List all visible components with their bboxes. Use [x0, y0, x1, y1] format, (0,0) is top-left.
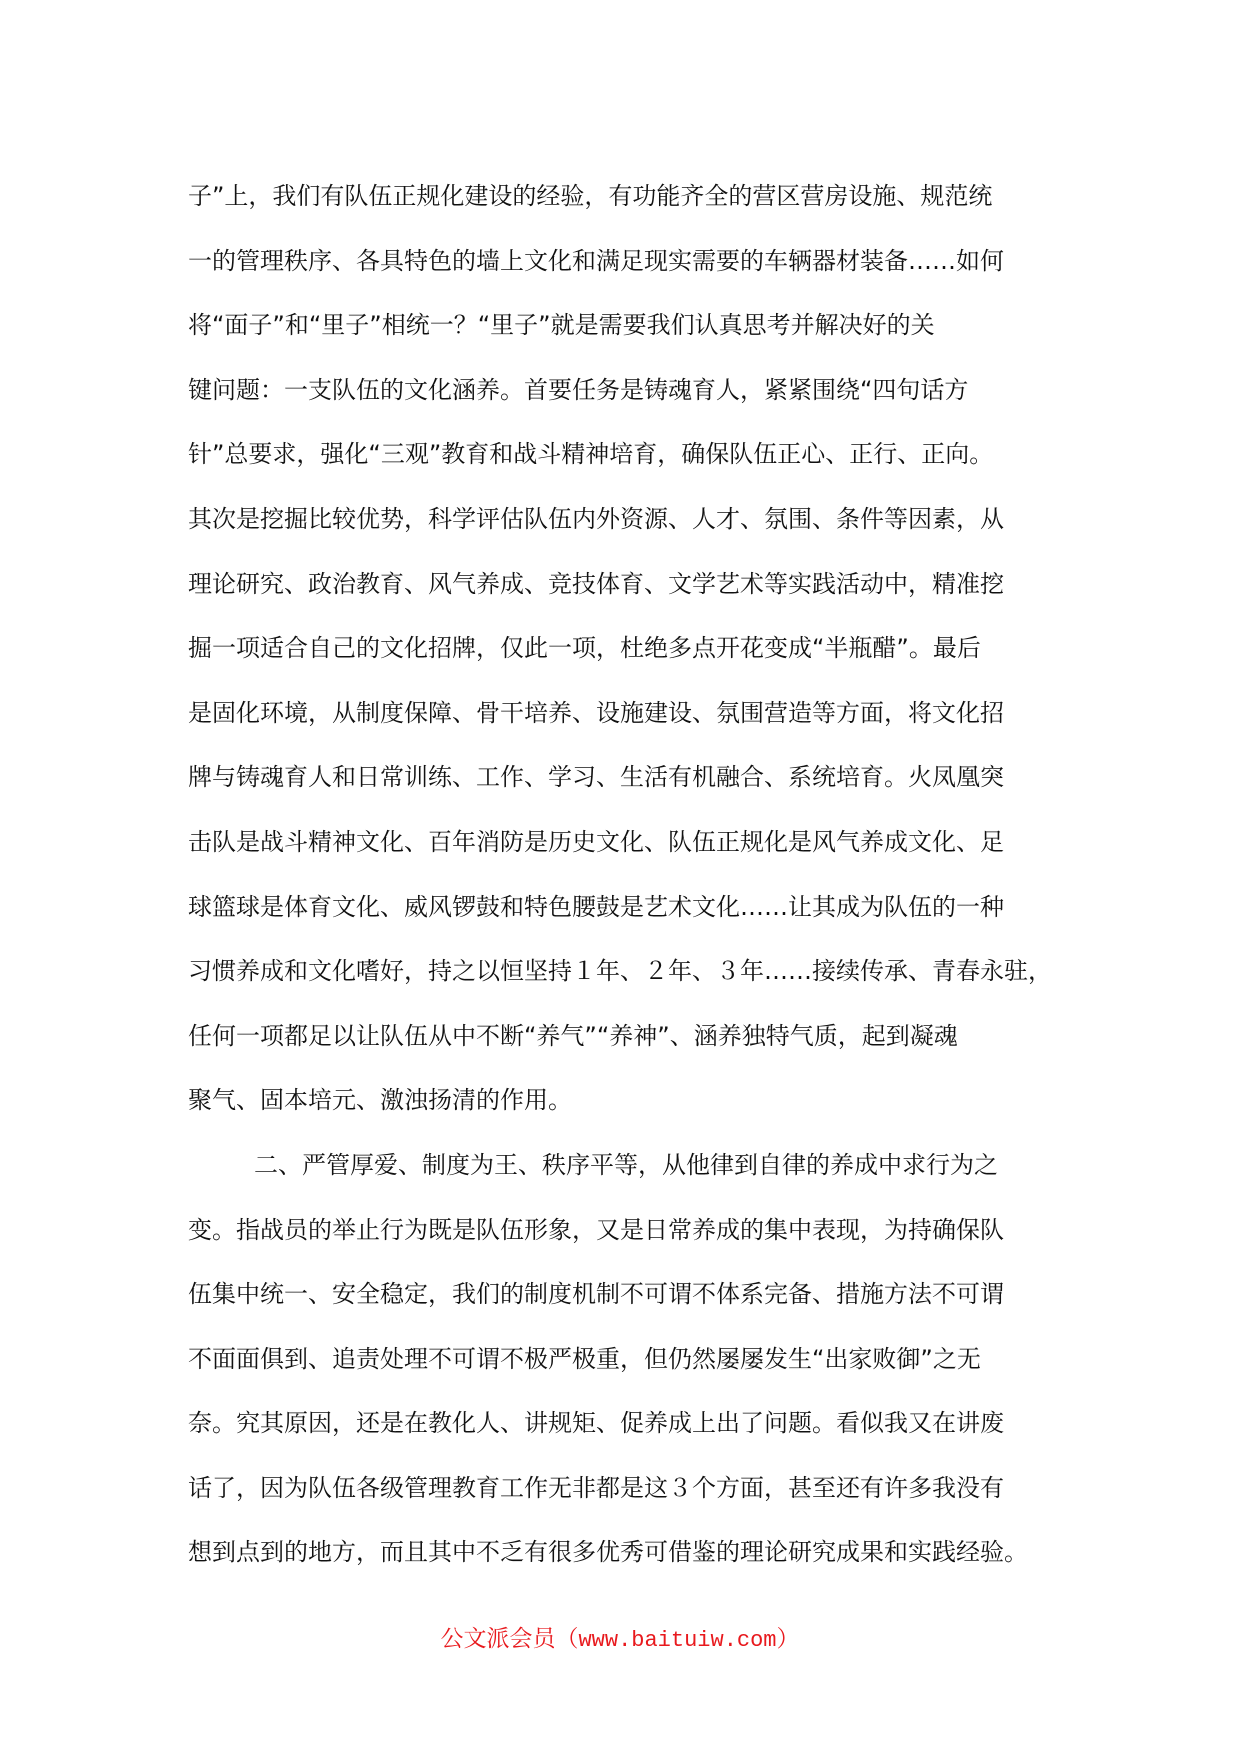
text-line: 一的管理秩序、各具特色的墙上文化和满足现实需要的车辆器材装备……如何 — [188, 246, 1004, 275]
footer-label: 公文派会员（ — [440, 1626, 579, 1652]
footer-watermark — [0, 1622, 1240, 1658]
text-line: 变。指战员的举止行为既是队伍形象，又是日常养成的集中表现，为持确保队 — [188, 1215, 1004, 1244]
section-heading-line: 二、严管厚爱、制度为王、秩序平等，从他律到自律的养成中求行为之 — [254, 1150, 998, 1179]
footer-url[interactable]: www.baituiw.com — [578, 1628, 777, 1653]
text-line: 习惯养成和文化嗜好，持之以恒坚持１年、２年、３年……接续传承、青春永驻， — [188, 957, 1052, 986]
text-line: 子”上，我们有队伍正规化建设的经验，有功能齐全的营区营房设施、规范统 — [188, 182, 993, 210]
text-line: 理论研究、政治教育、风气养成、竞技体育、文学艺术等实践活动中，精准挖 — [188, 569, 1004, 598]
text-line: 击队是战斗精神文化、百年消防是历史文化、队伍正规化是风气养成文化、足 — [188, 827, 1004, 856]
text-line: 话了，因为队伍各级管理教育工作无非都是这３个方面，甚至还有许多我没有 — [188, 1473, 1004, 1502]
text-line: 针”总要求，强化“三观”教育和战斗精神培育，确保队伍正心、正行、正向。 — [188, 440, 994, 469]
footer-close: ） — [776, 1626, 800, 1652]
document-body — [188, 178, 1088, 1599]
text-line: 伍集中统一、安全稳定，我们的制度机制不可谓不体系完备、措施方法不可谓 — [188, 1280, 1004, 1309]
text-line: 想到点到的地方，而且其中不乏有很多优秀可借鉴的理论研究成果和实践经验。 — [188, 1538, 1028, 1567]
text-line: 将“面子”和“里子”相统一？“里子”就是需要我们认真思考并解决好的关 — [188, 311, 935, 340]
text-line: 聚气、固本培元、激浊扬清的作用。 — [188, 1086, 572, 1115]
text-line: 奈。究其原因，还是在教化人、讲规矩、促养成上出了问题。看似我又在讲废 — [188, 1409, 1004, 1438]
text-line: 是固化环境，从制度保障、骨干培养、设施建设、氛围营造等方面，将文化招 — [188, 698, 1004, 727]
text-line: 球篮球是体育文化、威风锣鼓和特色腰鼓是艺术文化……让其成为队伍的一种 — [188, 892, 1004, 921]
text-line: 任何一项都足以让队伍从中不断“养气”“养神”、涵养独特气质，起到凝魂 — [188, 1021, 958, 1050]
text-line: 牌与铸魂育人和日常训练、工作、学习、生活有机融合、系统培育。火凤凰突 — [188, 763, 1004, 792]
text-line: 其次是挖掘比较优势，科学评估队伍内外资源、人才、氛围、条件等因素，从 — [188, 504, 1004, 533]
text-line: 不面面俱到、追责处理不可谓不极严极重，但仍然屡屡发生“出家败御”之无 — [188, 1344, 981, 1373]
text-line: 掘一项适合自己的文化招牌，仅此一项，杜绝多点开花变成“半瓶醋”。最后 — [188, 634, 981, 663]
text-line: 键问题：一支队伍的文化涵养。首要任务是铸魂育人，紧紧围绕“四句话方 — [188, 375, 969, 404]
